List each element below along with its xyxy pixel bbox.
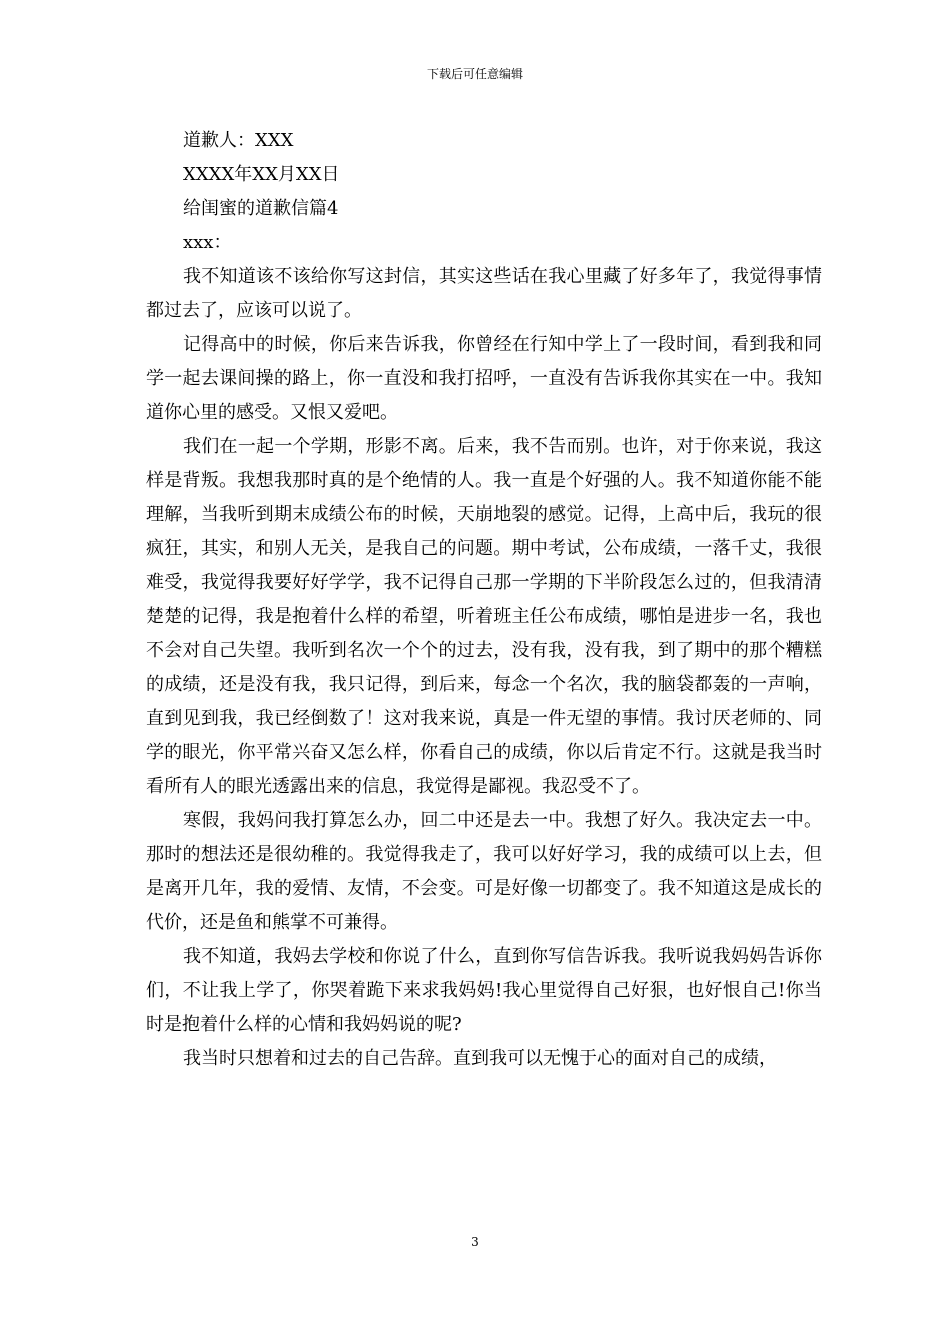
letter-title: 给闺蜜的道歉信篇4 <box>183 198 339 219</box>
salutation-line: xxx： <box>183 232 232 253</box>
apologizer-line: 道歉人：XXX <box>183 130 294 151</box>
paragraph: 我当时只想着和过去的自己告辞。直到我可以无愧于心的面对自己的成绩， <box>183 1048 777 1069</box>
date-line: XXXX年XX月XX日 <box>183 164 340 185</box>
document-body <box>146 124 822 1076</box>
paragraph: 我不知道，我妈去学校和你说了什么，直到你写信告诉我。我听说我妈妈告诉你们，不让我上学了，你哭着跪下来求我妈妈!我心里觉得自己好狠，也好恨自己!你当时是抱着什么样的心情和我妈妈说的呢? <box>146 946 822 1035</box>
paragraph: 我们在一起一个学期，形影不离。后来，我不告而别。也许，对于你来说，我这样是背叛。我想我那时真的是个绝情的人。我一直是个好强的人。我不知道你能不能理解，当我听到期末成绩公布的时候，天崩地裂的感觉。记得，上高中后，我玩的很疯狂，其实，和别人无关，是我自己的问题。期中考试，公布成绩，一落千丈，我很难受，我觉得我要好好学学，我不记得自己那一学期的下半阶段怎么过的，但我清清楚楚的记得，我是抱着什么样的希望，听着班主任公布成绩，哪怕是进步一名，我也不会对自己失望。我听到名次一个个的过去，没有我，没有我，到了期中的那个糟糕的成绩，还是没有我，我只记得，到后来，每念一个名次，我的脑袋都轰的一声响，直到见到我，我已经倒数了！这对我来说，真是一件无望的事情。我讨厌老师的、同学的眼光，你平常兴奋又怎么样，你看自己的成绩，你以后肯定不行。这就是我当时看所有人的眼光透露出来的信息，我觉得是鄙视。我忍受不了。 <box>146 436 822 797</box>
page-header: 下载后可任意编辑 <box>426 67 523 81</box>
page-number: 3 <box>471 1235 479 1249</box>
paragraph: 我不知道该不该给你写这封信，其实这些话在我心里藏了好多年了，我觉得事情都过去了，应该可以说了。 <box>146 266 822 321</box>
paragraph: 记得高中的时候，你后来告诉我，你曾经在行知中学上了一段时间，看到我和同学一起去课间操的路上，你一直没和我打招呼，一直没有告诉我你其实在一中。我知道你心里的感受。又恨又爱吧。 <box>146 334 822 423</box>
paragraph: 寒假，我妈问我打算怎么办，回二中还是去一中。我想了好久。我决定去一中。那时的想法还是很幼稚的。我觉得我走了，我可以好好学习，我的成绩可以上去，但是离开几年，我的爱情、友情，不会变。可是好像一切都变了。我不知道这是成长的代价，还是鱼和熊掌不可兼得。 <box>146 810 822 933</box>
